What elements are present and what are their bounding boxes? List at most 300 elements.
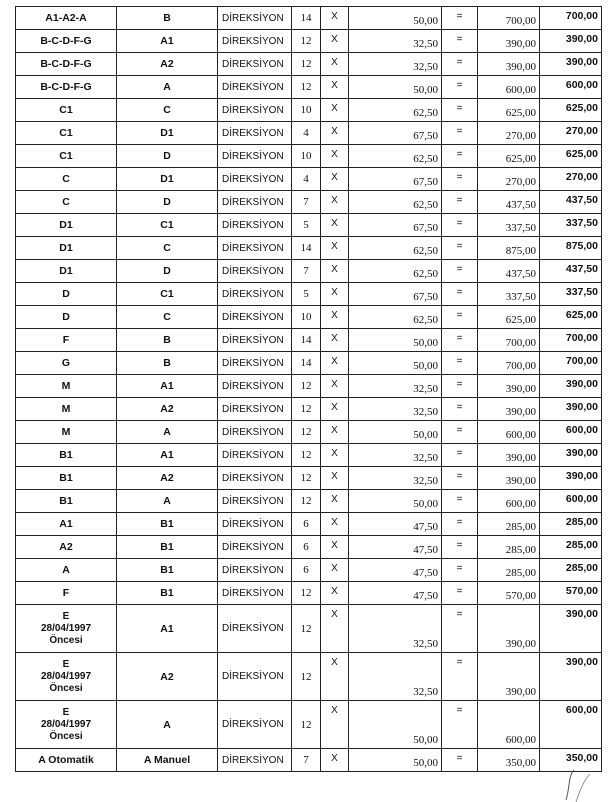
course-type-cell: DİREKSİYON [218, 191, 292, 214]
table-row [16, 559, 602, 582]
table-row [16, 605, 602, 653]
to-class-cell: D [117, 145, 218, 168]
table-row [16, 53, 602, 76]
hours-cell: 10 [292, 99, 321, 122]
hourly-rate-cell: 62,50 [349, 99, 442, 122]
course-type-cell: DİREKSİYON [218, 582, 292, 605]
equals-sign-cell: = [442, 329, 478, 352]
from-class-cell: B1 [16, 444, 117, 467]
multiply-sign-cell: X [321, 30, 349, 53]
subtotal-cell: 270,00 [478, 122, 540, 145]
equals-sign-cell: = [442, 214, 478, 237]
from-class-cell: M [16, 375, 117, 398]
from-class-cell: A2 [16, 536, 117, 559]
multiply-sign-cell: X [321, 536, 349, 559]
equals-sign-cell: = [442, 559, 478, 582]
from-class-cell: D1 [16, 260, 117, 283]
from-class-cell: F [16, 582, 117, 605]
table-row [16, 30, 602, 53]
multiply-sign-cell: X [321, 214, 349, 237]
hours-cell: 12 [292, 653, 321, 701]
to-class-cell: A [117, 76, 218, 99]
multiply-sign-cell: X [321, 513, 349, 536]
to-class-cell: C [117, 99, 218, 122]
course-type-cell: DİREKSİYON [218, 260, 292, 283]
subtotal-cell: 875,00 [478, 237, 540, 260]
course-type-cell: DİREKSİYON [218, 375, 292, 398]
final-amount-cell: 390,00 [540, 375, 602, 398]
table-row [16, 375, 602, 398]
final-amount-cell: 700,00 [540, 329, 602, 352]
subtotal-cell: 700,00 [478, 329, 540, 352]
table-row [16, 283, 602, 306]
equals-sign-cell: = [442, 76, 478, 99]
multiply-sign-cell: X [321, 582, 349, 605]
final-amount-cell: 700,00 [540, 7, 602, 30]
from-class-cell: D1 [16, 237, 117, 260]
course-type-cell: DİREKSİYON [218, 168, 292, 191]
course-type-cell: DİREKSİYON [218, 99, 292, 122]
hours-cell: 12 [292, 76, 321, 99]
equals-sign-cell: = [442, 536, 478, 559]
hours-cell: 6 [292, 513, 321, 536]
from-class-line: 28/04/1997 [40, 622, 92, 634]
hourly-rate-cell: 67,50 [349, 214, 442, 237]
to-class-cell: A1 [117, 375, 218, 398]
equals-sign-cell: = [442, 749, 478, 772]
hourly-rate-cell: 32,50 [349, 53, 442, 76]
hourly-rate-cell: 32,50 [349, 444, 442, 467]
equals-sign-cell: = [442, 582, 478, 605]
final-amount-cell: 600,00 [540, 490, 602, 513]
equals-sign-cell: = [442, 306, 478, 329]
final-amount-cell: 437,50 [540, 191, 602, 214]
multiply-sign-cell: X [321, 490, 349, 513]
equals-sign-cell: = [442, 168, 478, 191]
multiply-sign-cell: X [321, 467, 349, 490]
hours-cell: 4 [292, 122, 321, 145]
equals-sign-cell: = [442, 653, 478, 701]
from-class-cell: A Otomatik [16, 749, 117, 772]
subtotal-cell: 600,00 [478, 490, 540, 513]
equals-sign-cell: = [442, 30, 478, 53]
from-class-line: E [62, 658, 70, 670]
equals-sign-cell: = [442, 99, 478, 122]
course-type-cell: DİREKSİYON [218, 536, 292, 559]
to-class-cell: B1 [117, 582, 218, 605]
course-type-cell: DİREKSİYON [218, 145, 292, 168]
equals-sign-cell: = [442, 513, 478, 536]
table-row [16, 168, 602, 191]
hourly-rate-cell: 67,50 [349, 283, 442, 306]
final-amount-cell: 390,00 [540, 444, 602, 467]
hourly-rate-cell: 32,50 [349, 467, 442, 490]
hourly-rate-cell: 62,50 [349, 237, 442, 260]
license-fee-table [15, 6, 602, 772]
subtotal-cell: 285,00 [478, 559, 540, 582]
hours-cell: 14 [292, 352, 321, 375]
hourly-rate-cell: 50,00 [349, 749, 442, 772]
equals-sign-cell: = [442, 375, 478, 398]
hours-cell: 7 [292, 260, 321, 283]
course-type-cell: DİREKSİYON [218, 352, 292, 375]
course-type-cell: DİREKSİYON [218, 237, 292, 260]
subtotal-cell: 437,50 [478, 260, 540, 283]
table-row [16, 214, 602, 237]
subtotal-cell: 570,00 [478, 582, 540, 605]
subtotal-cell: 390,00 [478, 53, 540, 76]
from-class-cell: C [16, 191, 117, 214]
from-class-cell: A1 [16, 513, 117, 536]
final-amount-cell: 390,00 [540, 605, 602, 653]
equals-sign-cell: = [442, 701, 478, 749]
subtotal-cell: 600,00 [478, 701, 540, 749]
hourly-rate-cell: 62,50 [349, 306, 442, 329]
equals-sign-cell: = [442, 398, 478, 421]
table-row [16, 467, 602, 490]
final-amount-cell: 437,50 [540, 260, 602, 283]
to-class-cell: B [117, 329, 218, 352]
course-type-cell: DİREKSİYON [218, 490, 292, 513]
subtotal-cell: 390,00 [478, 605, 540, 653]
table-row [16, 749, 602, 772]
hours-cell: 10 [292, 306, 321, 329]
to-class-cell: A [117, 490, 218, 513]
hourly-rate-cell: 50,00 [349, 7, 442, 30]
from-class-cell: A [16, 559, 117, 582]
multiply-sign-cell: X [321, 421, 349, 444]
hours-cell: 10 [292, 145, 321, 168]
equals-sign-cell: = [442, 352, 478, 375]
course-type-cell: DİREKSİYON [218, 701, 292, 749]
multiply-sign-cell: X [321, 306, 349, 329]
final-amount-cell: 625,00 [540, 306, 602, 329]
final-amount-cell: 600,00 [540, 701, 602, 749]
to-class-cell: A [117, 701, 218, 749]
table-row [16, 99, 602, 122]
equals-sign-cell: = [442, 191, 478, 214]
final-amount-cell: 270,00 [540, 122, 602, 145]
handwritten-mark [560, 768, 600, 802]
multiply-sign-cell: X [321, 283, 349, 306]
to-class-cell: A1 [117, 444, 218, 467]
course-type-cell: DİREKSİYON [218, 214, 292, 237]
from-class-cell: F [16, 329, 117, 352]
hours-cell: 12 [292, 467, 321, 490]
equals-sign-cell: = [442, 283, 478, 306]
hours-cell: 12 [292, 490, 321, 513]
hourly-rate-cell: 32,50 [349, 605, 442, 653]
from-class-line: 28/04/1997 [40, 718, 92, 730]
hours-cell: 12 [292, 30, 321, 53]
hours-cell: 12 [292, 444, 321, 467]
subtotal-cell: 600,00 [478, 421, 540, 444]
multiply-sign-cell: X [321, 260, 349, 283]
from-class-cell: C [16, 168, 117, 191]
subtotal-cell: 390,00 [478, 444, 540, 467]
final-amount-cell: 350,00 [540, 749, 602, 772]
multiply-sign-cell: X [321, 605, 349, 653]
from-class-cell: B-C-D-F-G [16, 53, 117, 76]
final-amount-cell: 600,00 [540, 76, 602, 99]
subtotal-cell: 350,00 [478, 749, 540, 772]
hourly-rate-cell: 50,00 [349, 701, 442, 749]
hourly-rate-cell: 47,50 [349, 582, 442, 605]
multiply-sign-cell: X [321, 145, 349, 168]
subtotal-cell: 390,00 [478, 653, 540, 701]
multiply-sign-cell: X [321, 375, 349, 398]
from-class-cell: M [16, 421, 117, 444]
course-type-cell: DİREKSİYON [218, 559, 292, 582]
hours-cell: 14 [292, 237, 321, 260]
table-row [16, 76, 602, 99]
table-row [16, 701, 602, 749]
hours-cell: 6 [292, 536, 321, 559]
final-amount-cell: 875,00 [540, 237, 602, 260]
table-row [16, 582, 602, 605]
final-amount-cell: 700,00 [540, 352, 602, 375]
equals-sign-cell: = [442, 53, 478, 76]
multiply-sign-cell: X [321, 99, 349, 122]
hours-cell: 12 [292, 605, 321, 653]
equals-sign-cell: = [442, 444, 478, 467]
hours-cell: 12 [292, 398, 321, 421]
to-class-cell: A2 [117, 653, 218, 701]
from-class-cell [16, 653, 117, 701]
multiply-sign-cell: X [321, 444, 349, 467]
table-row [16, 490, 602, 513]
multiply-sign-cell: X [321, 122, 349, 145]
to-class-cell: A1 [117, 30, 218, 53]
hourly-rate-cell: 67,50 [349, 122, 442, 145]
course-type-cell: DİREKSİYON [218, 444, 292, 467]
from-class-line: Öncesi [49, 634, 83, 646]
hourly-rate-cell: 47,50 [349, 513, 442, 536]
to-class-cell: A2 [117, 53, 218, 76]
subtotal-cell: 337,50 [478, 283, 540, 306]
hourly-rate-cell: 62,50 [349, 145, 442, 168]
from-class-cell: D [16, 306, 117, 329]
to-class-cell: C1 [117, 214, 218, 237]
from-class-cell: D1 [16, 214, 117, 237]
from-class-cell [16, 605, 117, 653]
table-row [16, 421, 602, 444]
table-row [16, 329, 602, 352]
table-row [16, 260, 602, 283]
table-row [16, 237, 602, 260]
to-class-cell: B1 [117, 536, 218, 559]
table-row [16, 145, 602, 168]
from-class-cell: B1 [16, 490, 117, 513]
final-amount-cell: 390,00 [540, 398, 602, 421]
course-type-cell: DİREKSİYON [218, 467, 292, 490]
course-type-cell: DİREKSİYON [218, 398, 292, 421]
to-class-cell: A Manuel [117, 749, 218, 772]
to-class-cell: C [117, 306, 218, 329]
subtotal-cell: 625,00 [478, 306, 540, 329]
from-class-cell: D [16, 283, 117, 306]
subtotal-cell: 625,00 [478, 145, 540, 168]
multiply-sign-cell: X [321, 398, 349, 421]
course-type-cell: DİREKSİYON [218, 306, 292, 329]
final-amount-cell: 285,00 [540, 559, 602, 582]
course-type-cell: DİREKSİYON [218, 749, 292, 772]
multiply-sign-cell: X [321, 76, 349, 99]
course-type-cell: DİREKSİYON [218, 122, 292, 145]
subtotal-cell: 700,00 [478, 352, 540, 375]
from-class-cell: A1-A2-A [16, 7, 117, 30]
hours-cell: 14 [292, 7, 321, 30]
table-row [16, 444, 602, 467]
course-type-cell: DİREKSİYON [218, 513, 292, 536]
multiply-sign-cell: X [321, 653, 349, 701]
table-row [16, 352, 602, 375]
course-type-cell: DİREKSİYON [218, 30, 292, 53]
hours-cell: 4 [292, 168, 321, 191]
table-row [16, 653, 602, 701]
final-amount-cell: 337,50 [540, 214, 602, 237]
multiply-sign-cell: X [321, 53, 349, 76]
course-type-cell: DİREKSİYON [218, 76, 292, 99]
hourly-rate-cell: 50,00 [349, 421, 442, 444]
from-class-line: Öncesi [49, 730, 83, 742]
from-class-line: 28/04/1997 [40, 670, 92, 682]
equals-sign-cell: = [442, 605, 478, 653]
multiply-sign-cell: X [321, 352, 349, 375]
subtotal-cell: 390,00 [478, 467, 540, 490]
to-class-cell: D [117, 260, 218, 283]
equals-sign-cell: = [442, 490, 478, 513]
hours-cell: 12 [292, 53, 321, 76]
course-type-cell: DİREKSİYON [218, 653, 292, 701]
hours-cell: 12 [292, 582, 321, 605]
hourly-rate-cell: 50,00 [349, 352, 442, 375]
from-class-cell: M [16, 398, 117, 421]
hourly-rate-cell: 62,50 [349, 191, 442, 214]
from-class-cell: B1 [16, 467, 117, 490]
subtotal-cell: 390,00 [478, 398, 540, 421]
multiply-sign-cell: X [321, 191, 349, 214]
from-class-cell: B-C-D-F-G [16, 76, 117, 99]
to-class-cell: A2 [117, 467, 218, 490]
to-class-cell: C1 [117, 283, 218, 306]
to-class-cell: B [117, 352, 218, 375]
multiply-sign-cell: X [321, 329, 349, 352]
hourly-rate-cell: 67,50 [349, 168, 442, 191]
subtotal-cell: 700,00 [478, 7, 540, 30]
final-amount-cell: 390,00 [540, 653, 602, 701]
to-class-cell: B [117, 7, 218, 30]
multiply-sign-cell: X [321, 701, 349, 749]
subtotal-cell: 285,00 [478, 513, 540, 536]
subtotal-cell: 285,00 [478, 536, 540, 559]
subtotal-cell: 390,00 [478, 30, 540, 53]
hours-cell: 6 [292, 559, 321, 582]
final-amount-cell: 390,00 [540, 467, 602, 490]
hourly-rate-cell: 62,50 [349, 260, 442, 283]
from-class-cell: B-C-D-F-G [16, 30, 117, 53]
from-class-cell [16, 701, 117, 749]
equals-sign-cell: = [442, 421, 478, 444]
fee-table-sheet [15, 6, 601, 772]
hours-cell: 7 [292, 191, 321, 214]
hourly-rate-cell: 50,00 [349, 76, 442, 99]
from-class-line: E [62, 610, 70, 622]
hourly-rate-cell: 32,50 [349, 30, 442, 53]
to-class-cell: A2 [117, 398, 218, 421]
hours-cell: 12 [292, 421, 321, 444]
to-class-cell: D1 [117, 168, 218, 191]
equals-sign-cell: = [442, 237, 478, 260]
course-type-cell: DİREKSİYON [218, 7, 292, 30]
hours-cell: 12 [292, 375, 321, 398]
hours-cell: 7 [292, 749, 321, 772]
hours-cell: 14 [292, 329, 321, 352]
subtotal-cell: 625,00 [478, 99, 540, 122]
equals-sign-cell: = [442, 122, 478, 145]
final-amount-cell: 285,00 [540, 513, 602, 536]
hourly-rate-cell: 47,50 [349, 536, 442, 559]
final-amount-cell: 390,00 [540, 30, 602, 53]
to-class-cell: B1 [117, 559, 218, 582]
to-class-cell: D [117, 191, 218, 214]
equals-sign-cell: = [442, 467, 478, 490]
multiply-sign-cell: X [321, 237, 349, 260]
to-class-cell: B1 [117, 513, 218, 536]
hourly-rate-cell: 47,50 [349, 559, 442, 582]
subtotal-cell: 600,00 [478, 76, 540, 99]
final-amount-cell: 570,00 [540, 582, 602, 605]
from-class-cell: C1 [16, 99, 117, 122]
to-class-cell: A1 [117, 605, 218, 653]
final-amount-cell: 625,00 [540, 145, 602, 168]
course-type-cell: DİREKSİYON [218, 53, 292, 76]
equals-sign-cell: = [442, 260, 478, 283]
from-class-line: E [62, 706, 70, 718]
from-class-line: Öncesi [49, 682, 83, 694]
course-type-cell: DİREKSİYON [218, 605, 292, 653]
multiply-sign-cell: X [321, 559, 349, 582]
subtotal-cell: 270,00 [478, 168, 540, 191]
equals-sign-cell: = [442, 145, 478, 168]
course-type-cell: DİREKSİYON [218, 329, 292, 352]
hourly-rate-cell: 50,00 [349, 329, 442, 352]
to-class-cell: A [117, 421, 218, 444]
table-row [16, 122, 602, 145]
table-row [16, 536, 602, 559]
multiply-sign-cell: X [321, 168, 349, 191]
multiply-sign-cell: X [321, 7, 349, 30]
final-amount-cell: 285,00 [540, 536, 602, 559]
subtotal-cell: 337,50 [478, 214, 540, 237]
table-row [16, 7, 602, 30]
course-type-cell: DİREKSİYON [218, 421, 292, 444]
hourly-rate-cell: 32,50 [349, 398, 442, 421]
hourly-rate-cell: 32,50 [349, 653, 442, 701]
hours-cell: 5 [292, 214, 321, 237]
subtotal-cell: 390,00 [478, 375, 540, 398]
multiply-sign-cell: X [321, 749, 349, 772]
hours-cell: 12 [292, 701, 321, 749]
final-amount-cell: 337,50 [540, 283, 602, 306]
to-class-cell: D1 [117, 122, 218, 145]
final-amount-cell: 390,00 [540, 53, 602, 76]
final-amount-cell: 600,00 [540, 421, 602, 444]
to-class-cell: C [117, 237, 218, 260]
hourly-rate-cell: 32,50 [349, 375, 442, 398]
table-body [16, 7, 602, 772]
from-class-cell: G [16, 352, 117, 375]
